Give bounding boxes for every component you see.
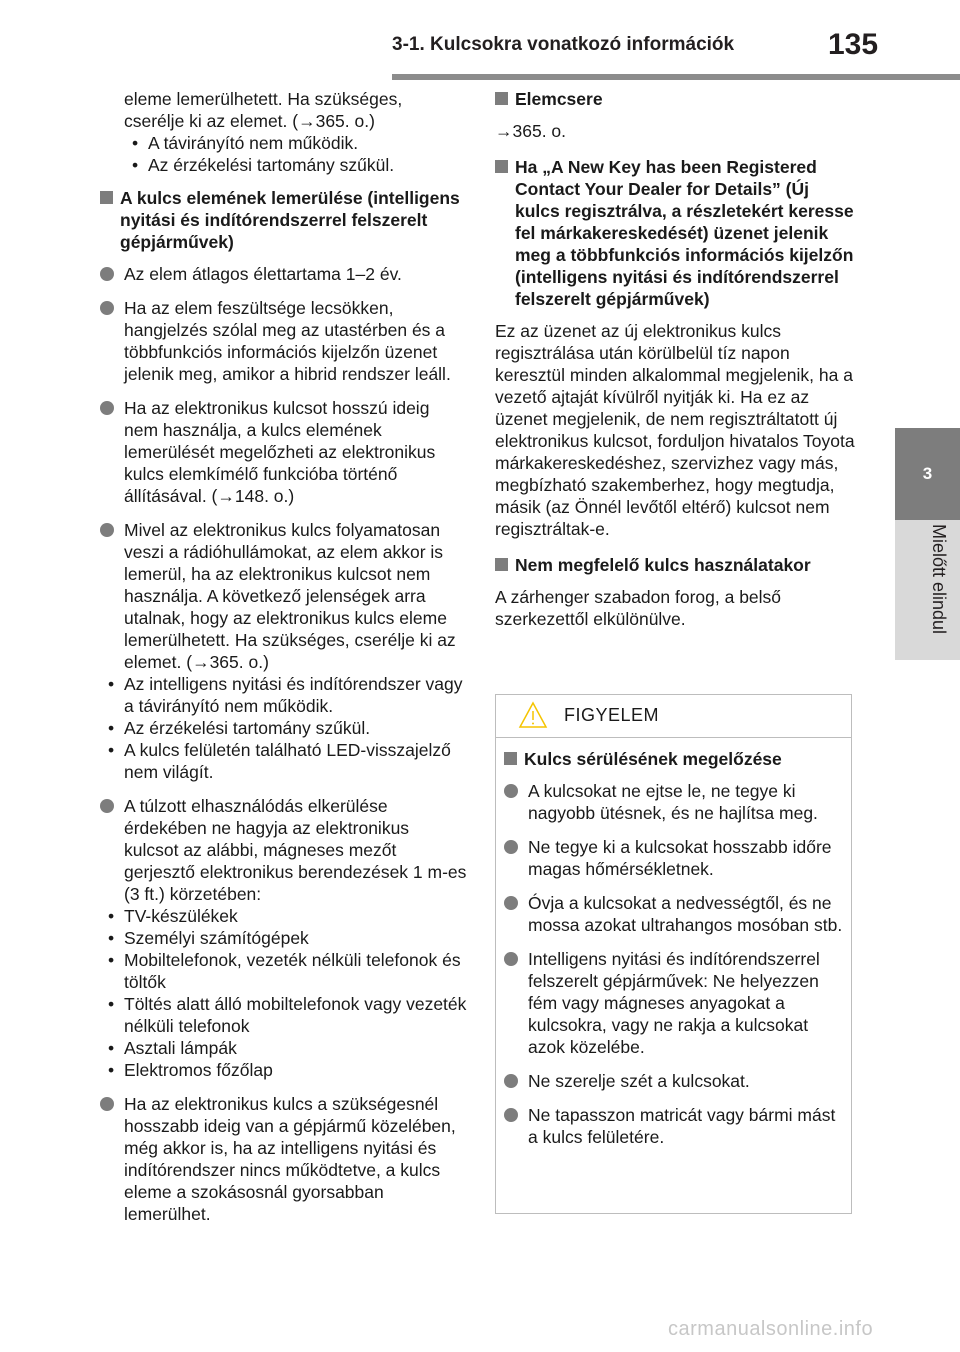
list-item: • Az intelligens nyitási és indítórendszer vagy a távirányító nem működik. [100,673,468,717]
footer-watermark: carmanualsonline.info [668,1318,874,1340]
body-text: Ez az üzenet az új elektronikus kulcs regisztrálása után körülbelül tíz napon keresztül minden alkalommal megjelenik, ha a vezető ajtaját kívülről nyitják ki. Ha ez az üzenet megjelenik, de nem regisztráltatott új elektronikus kulcsot, forduljon hivatalos Toyota márkakereskedéshez, szervizhez vagy más, megbízható szakemberhez, hogy megtudja, másik (az Önnél levőtől eltérő) kulcsot nem regisztráltak-e. [495,321,855,539]
heading-text: Kulcs sérülésének megelőzése [524,749,782,769]
intro-text [100,88,468,176]
circle-bullet-icon [504,784,518,798]
warning-title: FIGYELEM [564,705,660,725]
intro-line: eleme lemerülhetett. Ha szükséges, [124,89,403,109]
circle-bullet-icon [100,799,114,813]
square-bullet-icon [504,752,517,765]
list-item: • A távirányító nem működik. [124,132,468,154]
left-column [100,88,468,1237]
bullet-text: Intelligens nyitási és indítórendszerrel felszerelt gépjárművek: Ne helyezzen fém vagy mágneses anyagokat a kulcsokra, vagy ne rakja a kulcsokat azok közelébe. [528,949,820,1057]
circle-bullet-icon [504,896,518,910]
square-bullet-icon [495,92,508,105]
bullet-item [100,519,468,783]
list-item: • Az érzékelési tartomány szűkül. [100,717,468,739]
list-item: • TV-készülékek [100,905,468,927]
heading-text: Nem megfelelő kulcs használatakor [515,555,811,575]
square-bullet-icon [495,558,508,571]
section-heading [495,554,855,576]
warning-heading [504,748,843,770]
section-heading [495,88,855,110]
chapter-number: 3 [922,464,933,483]
bullet-text: Ne szerelje szét a kulcsokat. [528,1071,750,1091]
list-item: • Mobiltelefonok, vezeték nélküli telefonok és töltők [100,949,468,993]
heading-text: Ha „A New Key has been Registered Contact Your Dealer for Details” (Új kulcs regisztrálva, a részletekért keresse fel márkakereskedését) üzenet jelenik meg a többfunkciós információs kijelzőn (intelligens nyitási és indítórendszerrel felszerelt gépjárművek) [515,157,854,309]
list-item: • Személyi számítógépek [100,927,468,949]
bullet-text: Ha az elektronikus kulcsot hosszú ideig nem használja, a kulcs elemének lemerülését megelőzheti az elektronikus kulcs elemkímélő funkcióba történő állításával. (→148. o.) [124,398,436,506]
bullet-item [100,297,468,385]
bullet-text: Ha az elem feszültsége lecsökken, hangjelzés szólal meg az utastérben és a többfunkciós információs kijelzőn üzenet jelenik meg, amikor a hibrid rendszer leáll. [124,298,451,384]
chapter-label: Mielőtt elindul [929,524,949,635]
square-bullet-icon [100,191,113,204]
section-heading [100,187,468,253]
bullet-item [100,795,468,1081]
warning-item [504,892,843,936]
section-heading [495,156,855,310]
bullet-text: Mivel az elektronikus kulcs folyamatosan veszi a rádióhullámokat, az elem akkor is lemerül, ha az elektronikus kulcsot nem használja. A következő jelenségek arra utalnak, hogy az elektronikus kulcs eleme lemerülhetett. Ha szükséges, cserélje ki az elemet. (→365. o.) [124,520,456,672]
circle-bullet-icon [100,267,114,281]
list-item: • Asztali lámpák [100,1037,468,1059]
bullet-item [100,1093,468,1225]
bullet-text: A túlzott elhasználódás elkerülése érdekében ne hagyja az elektronikus kulcsot az alábbi, mágneses mezőt gerjesztő elektronikus berendezések 1 m-es (3 ft.) körzetében: [124,796,467,904]
bullet-text: A kulcsokat ne ejtse le, ne tegye ki nagyobb ütésnek, és ne hajlítsa meg. [528,781,818,823]
intro-line: cserélje ki az elemet. (→365. o.) [124,111,375,131]
warning-triangle-icon [518,701,548,729]
section-title: 3-1. Kulcsokra vonatkozó információk [392,34,735,55]
circle-bullet-icon [504,840,518,854]
header-rule [392,74,960,80]
circle-bullet-icon [504,952,518,966]
bullet-text: Az elem átlagos élettartama 1–2 év. [124,264,402,284]
list-item: • Az érzékelési tartomány szűkül. [124,154,468,176]
circle-bullet-icon [100,401,114,415]
page-number: 135 [828,28,879,61]
warning-item [504,948,843,1058]
warning-item [504,1104,843,1148]
square-bullet-icon [495,160,508,173]
circle-bullet-icon [100,523,114,537]
bullet-item [100,397,468,507]
bullet-item [100,263,468,285]
circle-bullet-icon [504,1108,518,1122]
circle-bullet-icon [100,1097,114,1111]
body-text: A zárhenger szabadon forog, a belső szerkezettől elkülönülve. [495,587,782,629]
list-item: • Töltés alatt álló mobiltelefonok vagy vezeték nélküli telefonok [100,993,468,1037]
circle-bullet-icon [504,1074,518,1088]
warning-body [496,738,851,1148]
circle-bullet-icon [100,301,114,315]
bullet-text: Ne tegye ki a kulcsokat hosszabb időre magas hőmérsékletnek. [528,837,832,879]
bullet-text: Ha az elektronikus kulcs a szükségesnél hosszabb ideig van a gépjármű közelében, még akkor is, ha az intelligens nyitási és indítórendszer nincs működtetve, a kulcs eleme a szokásosnál gyorsabban lemerülhet. [124,1094,456,1224]
right-column [495,88,855,644]
warning-item [504,836,843,880]
reference-text: →365. o. [495,121,567,141]
bullet-text: Óvja a kulcsokat a nedvességtől, és ne mossa azokat ultrahangos mosóban stb. [528,893,843,935]
chapter-tab [895,428,960,520]
warning-item [504,1070,843,1092]
heading-text: Elemcsere [515,89,603,109]
warning-box [495,694,852,1214]
chapter-label-tab [895,520,960,660]
warning-header [496,695,851,738]
heading-text: A kulcs elemének lemerülése (intelligens nyitási és indítórendszerrel felszerelt gépjárművek) [120,188,460,252]
list-item: • A kulcs felületén található LED-visszajelző nem világít. [100,739,468,783]
bullet-text: Ne tapasszon matricát vagy bármi mást a kulcs felületére. [528,1105,836,1147]
list-item: • Elektromos főzőlap [100,1059,468,1081]
warning-item [504,780,843,824]
